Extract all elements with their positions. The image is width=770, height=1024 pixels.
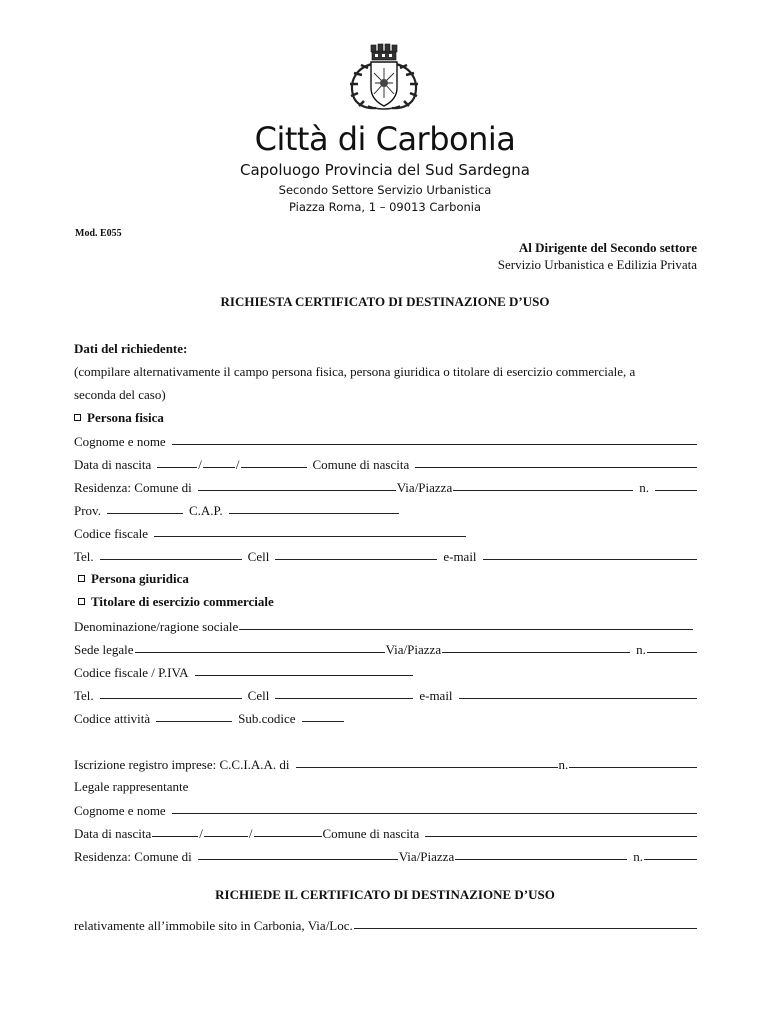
legale-birth-month-field[interactable] — [204, 823, 248, 837]
legale-residenza-label: Residenza: Comune di — [74, 849, 192, 864]
company-email-label: e-mail — [419, 688, 453, 703]
legale-comune-nascita-field[interactable] — [425, 823, 697, 837]
codice-attivita-label: Codice attività — [74, 711, 151, 726]
cognome-nome-label: Cognome e nome — [74, 434, 166, 449]
codice-fiscale-field[interactable] — [154, 523, 466, 537]
sede-via-piazza-label: Via/Piazza — [385, 642, 442, 657]
codice-attivita-field[interactable] — [156, 708, 232, 722]
iscrizione-row — [74, 755, 698, 773]
sede-via-piazza-field[interactable] — [442, 639, 630, 653]
data-nascita-label: Data di nascita — [74, 457, 152, 472]
company-tel-label: Tel. — [74, 688, 94, 703]
numero-label: n. — [639, 480, 649, 495]
persona-giuridica-label: Persona giuridica — [91, 571, 189, 586]
cap-label: C.A.P. — [188, 503, 223, 518]
cap-field[interactable] — [229, 500, 399, 514]
applicant-note-2: seconda del caso) — [74, 387, 166, 402]
residenza-comune-field[interactable] — [198, 477, 396, 491]
applicant-heading: Dati del richiedente: — [74, 341, 188, 356]
birth-day-field[interactable] — [157, 454, 197, 468]
company-cell-field[interactable] — [275, 685, 413, 699]
sede-numero-label: n. — [636, 642, 646, 657]
denominazione-label: Denominazione/ragione sociale — [74, 619, 239, 634]
immobile-field[interactable] — [354, 915, 697, 929]
titolare-checkbox[interactable] — [78, 598, 85, 605]
legale-birth-day-field[interactable] — [152, 823, 198, 837]
birth-month-field[interactable] — [203, 454, 235, 468]
titolare-label: Titolare di esercizio commerciale — [91, 594, 274, 609]
persona-giuridica-option[interactable] — [78, 570, 702, 588]
legale-data-nascita-label: Data di nascita — [74, 826, 152, 841]
applicant-note-1: (compilare alternativamente il campo persona fisica, persona giuridica o titolare di esercizio commerciale, a — [74, 364, 636, 379]
legale-via-piazza-label: Via/Piazza — [398, 849, 455, 864]
comune-nascita-field[interactable] — [415, 454, 697, 468]
prov-cap-row — [74, 501, 698, 519]
persona-fisica-label: Persona fisica — [87, 410, 164, 425]
cf-piva-row — [74, 663, 698, 681]
sede-legale-field[interactable] — [135, 639, 385, 653]
tel-label: Tel. — [74, 549, 94, 564]
sede-legale-row — [74, 640, 698, 658]
office-address: Piazza Roma, 1 – 09013 Carbonia — [288, 200, 482, 214]
company-cell-label: Cell — [247, 688, 270, 703]
prov-field[interactable] — [107, 500, 183, 514]
addressee-block — [498, 239, 697, 273]
document-title: RICHIESTA CERTIFICATO DI DESTINAZIONE D’USO — [220, 294, 550, 309]
sede-numero-field[interactable] — [647, 639, 697, 653]
data-nascita-row: Data di nascita / / Comune di nascita — [74, 455, 698, 473]
city-title: Città di Carbonia — [254, 120, 516, 158]
legale-numero-field[interactable] — [644, 846, 697, 860]
codice-attivita-row — [74, 709, 698, 727]
prov-label: Prov. — [74, 503, 101, 518]
immobile-label: relativamente all’immobile sito in Carbonia, Via/Loc. — [74, 918, 353, 933]
birth-year-field[interactable] — [241, 454, 307, 468]
company-email-field[interactable] — [459, 685, 697, 699]
legale-residenza-field[interactable] — [198, 846, 398, 860]
email-field[interactable] — [483, 546, 697, 560]
immobile-row — [74, 916, 698, 934]
iscrizione-numero-field[interactable] — [569, 754, 697, 768]
city-subtitle: Capoluogo Provincia del Sud Sardegna — [240, 161, 530, 179]
persona-giuridica-checkbox[interactable] — [78, 575, 85, 582]
cell-label: Cell — [247, 549, 270, 564]
cciaa-field[interactable] — [296, 754, 558, 768]
legale-numero-label: n. — [633, 849, 643, 864]
residenza-label: Residenza: Comune di — [74, 480, 192, 495]
via-piazza-label: Via/Piazza — [396, 480, 453, 495]
legale-comune-nascita-label: Comune di nascita — [322, 826, 420, 841]
codice-fiscale-label: Codice fiscale — [74, 526, 148, 541]
iscrizione-label: Iscrizione registro imprese: C.C.I.A.A. di — [74, 757, 290, 772]
persona-fisica-option[interactable] — [74, 409, 698, 427]
residenza-row — [74, 478, 698, 496]
legale-birth-year-field[interactable] — [254, 823, 322, 837]
legale-via-piazza-field[interactable] — [455, 846, 627, 860]
cf-piva-label: Codice fiscale / P.IVA — [74, 665, 189, 680]
request-title: RICHIEDE IL CERTIFICATO DI DESTINAZIONE D’USO — [215, 887, 555, 902]
cognome-nome-field[interactable] — [172, 431, 697, 445]
tel-field[interactable] — [100, 546, 242, 560]
codice-fiscale-row — [74, 524, 698, 542]
persona-fisica-checkbox[interactable] — [74, 414, 81, 421]
sub-codice-field[interactable] — [302, 708, 344, 722]
addressee-line-2: Servizio Urbanistica e Edilizia Privata — [497, 257, 697, 272]
cf-piva-field[interactable] — [195, 662, 413, 676]
coat-of-arms-logo — [338, 42, 430, 112]
legale-data-nascita-row: Data di nascita / / Comune di nascita — [74, 824, 698, 842]
sede-legale-label: Sede legale — [74, 642, 134, 657]
contact-row — [74, 547, 698, 565]
addressee-line-1: Al Dirigente del Secondo settore — [518, 240, 697, 255]
iscrizione-numero-label: n. — [558, 757, 569, 772]
legale-cognome-nome-field[interactable] — [172, 800, 697, 814]
denominazione-field[interactable] — [239, 616, 693, 630]
via-piazza-field[interactable] — [453, 477, 633, 491]
titolare-option[interactable] — [78, 593, 702, 611]
comune-nascita-label: Comune di nascita — [312, 457, 410, 472]
legale-cognome-nome-row — [74, 801, 698, 819]
sub-codice-label: Sub.codice — [238, 711, 296, 726]
company-tel-field[interactable] — [100, 685, 242, 699]
email-label: e-mail — [443, 549, 477, 564]
cell-field[interactable] — [275, 546, 437, 560]
form-model-code: Mod. E055 — [75, 228, 122, 239]
office-name: Secondo Settore Servizio Urbanistica — [278, 183, 492, 197]
denominazione-row — [74, 617, 694, 635]
legale-rappresentante-label: Legale rappresentante — [74, 779, 189, 794]
numero-field[interactable] — [655, 477, 697, 491]
cognome-nome-row — [74, 432, 698, 450]
company-contact-row — [74, 686, 698, 704]
legale-residenza-row — [74, 847, 698, 865]
legale-cognome-nome-label: Cognome e nome — [74, 803, 166, 818]
